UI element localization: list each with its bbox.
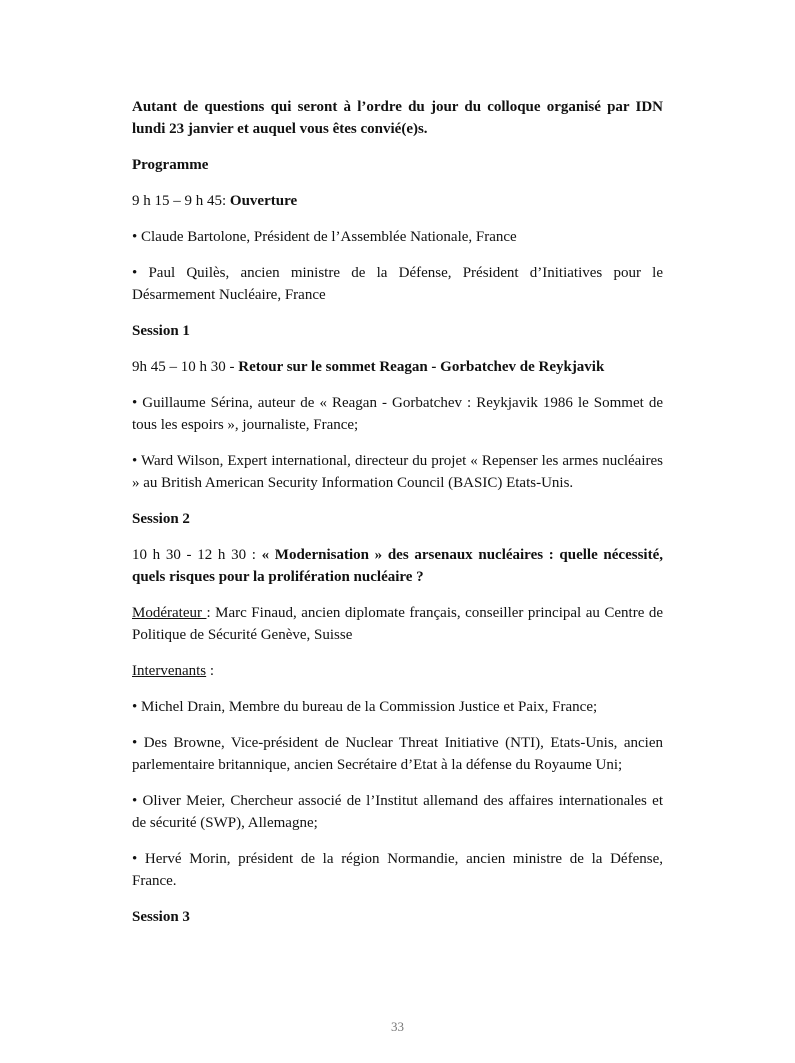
session1-heading: Session 1 [132, 323, 190, 339]
session2-title: « Modernisation » des arsenaux nucléaires : quelle nécessité, quels risques pour la prolifération nucléaire ? [132, 547, 663, 585]
session2-speaker: • Oliver Meier, Chercheur associé de l’Institut allemand des affaires internationales et de sécurité (SWP), Allemagne; [132, 793, 663, 831]
session2-moderator [132, 602, 663, 646]
page-number: 33 [391, 1019, 404, 1034]
moderator-text: : Marc Finaud, ancien diplomate français, conseiller principal au Centre de Politique de Sécurité Genève, Suisse [132, 605, 664, 643]
opening-line [132, 190, 663, 212]
moderator-label: Modérateur [132, 605, 207, 621]
opening-time: 9 h 15 – 9 h 45: [132, 193, 230, 209]
session1-speaker: • Guillaume Sérina, auteur de « Reagan - Gorbatchev : Reykjavik 1986 le Sommet de tous les espoirs », journaliste, France; [132, 395, 663, 433]
opening-title: Ouverture [229, 193, 298, 209]
intro-paragraph: Autant de questions qui seront à l’ordre du jour du colloque organisé par IDN lundi 23 janvier et auquel vous êtes convié(e)s. [132, 99, 663, 137]
session2-line [132, 544, 663, 588]
session2-speakers-label-line [132, 660, 663, 682]
session2-time: 10 h 30 - 12 h 30 : [132, 547, 262, 563]
session1-time: 9h 45 – 10 h 30 - [132, 359, 239, 375]
session3-heading: Session 3 [132, 909, 190, 925]
session1-title: Retour sur le sommet Reagan - Gorbatchev de Reykjavik [238, 359, 605, 375]
document-body [132, 96, 663, 942]
speakers-colon: : [206, 663, 215, 679]
speakers-label: Intervenants [132, 663, 207, 679]
opening-speaker: • Claude Bartolone, Président de l’Assemblée Nationale, France [132, 229, 517, 245]
session2-speaker: • Des Browne, Vice-président de Nuclear Threat Initiative (NTI), Etats-Unis, ancien parlementaire britannique, ancien Secrétaire d’Etat à la défense du Royaume Uni; [132, 735, 663, 773]
programme-heading: Programme [132, 157, 209, 173]
session2-heading: Session 2 [132, 511, 190, 527]
session1-line [132, 356, 663, 378]
opening-speaker: • Paul Quilès, ancien ministre de la Défense, Président d’Initiatives pour le Désarmement Nucléaire, France [132, 265, 663, 303]
session2-speaker: • Hervé Morin, président de la région Normandie, ancien ministre de la Défense, France. [132, 851, 663, 889]
session1-speaker: • Ward Wilson, Expert international, directeur du projet « Repenser les armes nucléaires » au British American Security Information Council (BASIC) Etats-Unis. [132, 453, 663, 491]
session2-speaker: • Michel Drain, Membre du bureau de la Commission Justice et Paix, France; [132, 699, 598, 715]
